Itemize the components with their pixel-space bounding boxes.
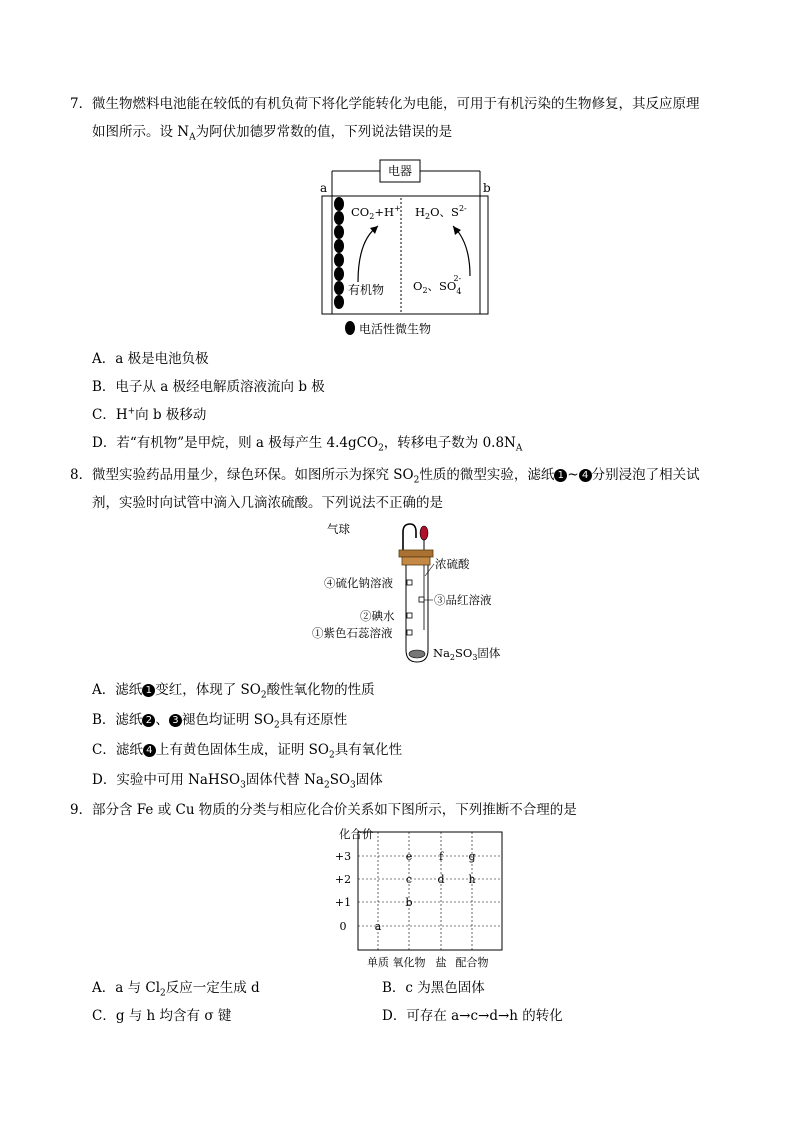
organic-label: 有机物 [348, 283, 385, 297]
q7-option-d[interactable]: D．若“有机物”是甲烷，则 a 极每产生 4.4gCO$_2$，转移电子数为 $0.8N_A$ [92, 435, 523, 454]
chart-ylabel: 化合价 [339, 827, 374, 841]
x-tick-label: 盐 [435, 956, 447, 969]
data-point-h: h [468, 873, 476, 886]
acid-label: 浓硫酸 [435, 557, 470, 571]
q9-option-a[interactable]: A．a 与 $Cl_2$反应一定生成 d [92, 980, 260, 999]
y-tick-label: +2 [334, 873, 352, 886]
q9-number: 9． [70, 802, 93, 818]
q8-option-d[interactable]: D．实验中可用 NaHSO$_3$固体代替 $Na_2SO_3$固体 [92, 772, 383, 791]
paper1-label: ①紫色石蕊溶液 [312, 626, 393, 640]
data-point-d: d [437, 873, 445, 886]
solid-label: $Na_2SO_3$固体 [433, 646, 501, 662]
co2-hplus-label: $CO_2+H^+$ [351, 204, 401, 221]
q8-microexperiment-diagram [305, 520, 505, 670]
q7-option-c[interactable]: C．H+向 b 极移动 [92, 406, 207, 423]
x-tick-label: 氧化物 [392, 956, 426, 969]
data-point-g: g [468, 850, 476, 863]
chart-points [375, 850, 476, 933]
q8-option-c[interactable]: C．滤纸 4 上有黄色固体生成，证明 $SO_2$具有氧化性 [92, 742, 403, 761]
cell-container [322, 196, 488, 314]
electrode-a-label: a [320, 181, 328, 195]
data-point-e: e [405, 850, 413, 863]
device-label: 电器 [387, 164, 413, 178]
y-tick-label: 0 [339, 920, 347, 933]
data-point-f: f [438, 850, 444, 863]
legend-label: 电活性微生物 [359, 322, 432, 336]
balloon-tube [403, 524, 416, 550]
q7-stem-line1: 微生物燃料电池能在较低的有机负荷下将化学能转化为电能，可用于有机污染的生物修复，其反应原理 [92, 96, 700, 112]
h2o-s-label: $H_2O$、$S^{2-}$ [415, 204, 467, 221]
q7-fuel-cell-diagram [310, 158, 510, 343]
paper2-label: ②碘水 [360, 609, 395, 623]
legend-microbe-icon [345, 321, 355, 335]
chart-yticks [335, 850, 351, 933]
paper3-label: ③品红溶液 [434, 593, 492, 607]
q9-option-c[interactable]: C．g 与 h 均含有 σ 键 [92, 1008, 232, 1024]
y-tick-label: +1 [334, 896, 352, 909]
o2-so4-label: $O_2$、$SO_42-$ [413, 274, 462, 296]
data-point-b: b [405, 896, 413, 909]
balloon [420, 526, 428, 540]
q7-number: 7． [70, 96, 93, 112]
q7-stem-line2: 如图所示。设 $N_A$为阿伏加德罗常数的值，下列说法错误的是 [92, 124, 453, 143]
q7-option-a[interactable]: A．a 极是电池负极 [92, 351, 209, 367]
x-tick-label: 配合物 [455, 956, 489, 969]
q8-number: 8． [70, 467, 93, 483]
q8-option-a[interactable]: A．滤纸 1 变红，体现了 $SO_2$酸性氧化物的性质 [92, 682, 375, 701]
balloon-label: 气球 [327, 522, 350, 536]
q8-stem-line2: 剂，实验时向试管中滴入几滴浓硫酸。下列说法不正确的是 [92, 495, 443, 511]
chart-xticks [367, 955, 489, 969]
q8-option-b[interactable]: B．滤纸 2 、 3 褪色均证明 $SO_2$具有还原性 [92, 712, 348, 731]
data-point-c: c [405, 873, 413, 886]
paper4-label: ④硫化钠溶液 [324, 576, 393, 590]
y-tick-label: +3 [334, 850, 352, 863]
q9-stem: 部分含 Fe 或 Cu 物质的分类与相应化合价关系如下图所示，下列推断不合理的是 [92, 802, 577, 818]
q7-option-b[interactable]: B．电子从 a 极经电解质溶液流向 b 极 [92, 379, 325, 395]
x-tick-label: 单质 [367, 956, 389, 969]
stopper [399, 550, 433, 557]
q9-valence-chart [320, 826, 510, 971]
solid-sample [409, 650, 425, 658]
electrode-b-label: b [483, 181, 491, 195]
data-point-a: a [374, 920, 382, 933]
q9-option-d[interactable]: D．可存在 a→c→d→h 的转化 [382, 1008, 563, 1024]
q9-option-b[interactable]: B．c 为黑色固体 [382, 980, 485, 996]
q8-stem-line1: 微型实验药品用量少，绿色环保。如图所示为探究 $SO_2$性质的微型实验，滤纸 1 ~ 4 分别浸泡了相关试 [92, 467, 700, 486]
